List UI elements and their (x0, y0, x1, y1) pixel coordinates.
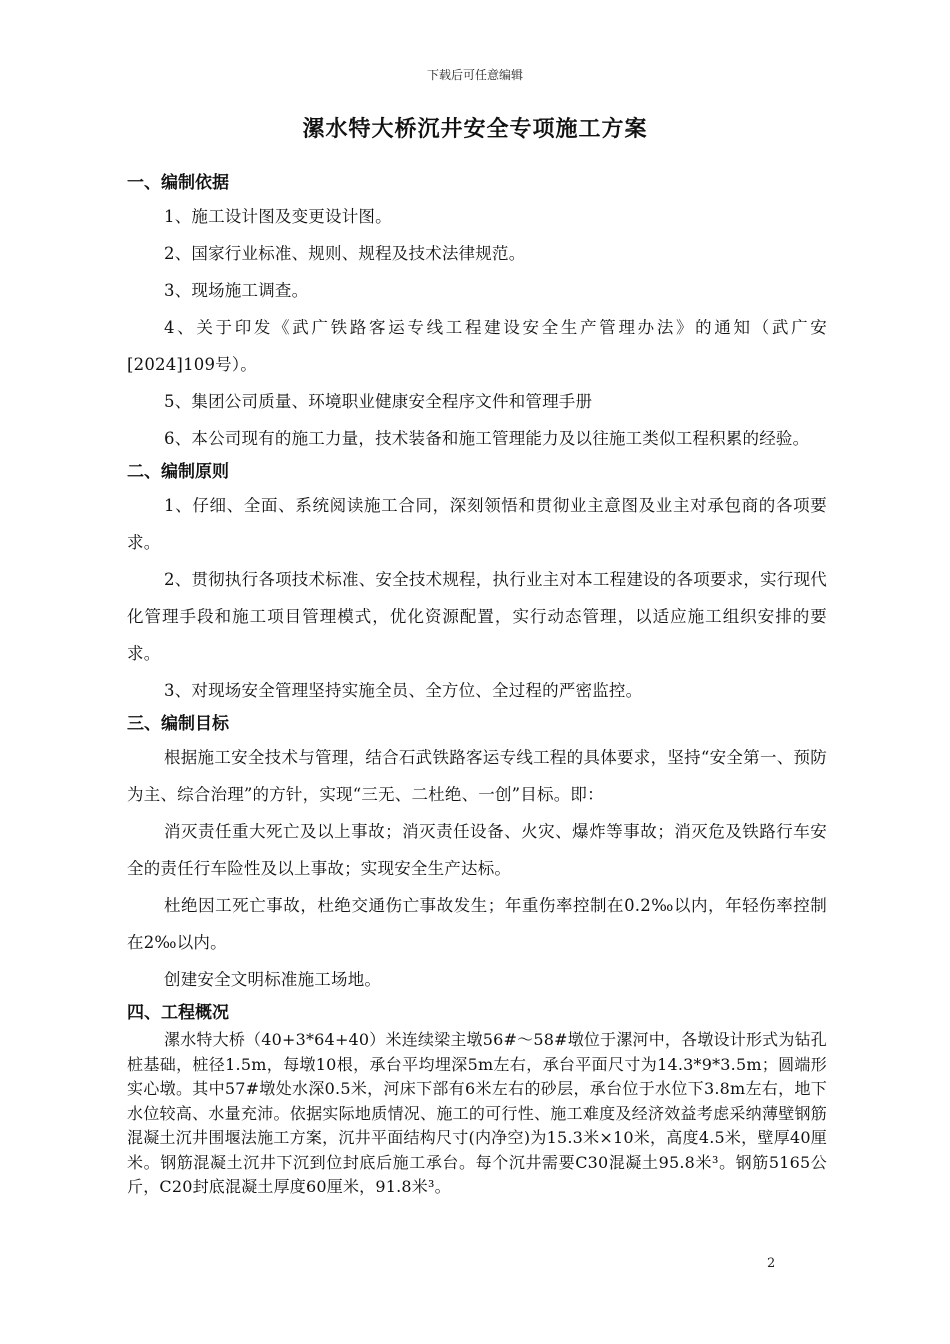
paragraph: 消灭责任重大死亡及以上事故；消灭责任设备、火灾、爆炸等事故；消灭危及铁路行车安全的责任行车险性及以上事故；实现安全生产达标。 (127, 822, 827, 878)
section-heading: 一、编制依据 (127, 173, 229, 193)
paragraph: 5、集团公司质量、环境职业健康安全程序文件和管理手册 (164, 392, 593, 411)
paragraph: 6、本公司现有的施工力量，技术装备和施工管理能力及以往施工类似工程积累的经验。 (164, 429, 810, 448)
section-basis (127, 168, 827, 457)
section-heading: 四、工程概况 (127, 1003, 229, 1023)
paragraph: 3、现场施工调查。 (164, 281, 309, 300)
header-note: 下载后可任意编辑 (426, 68, 523, 82)
section-heading: 三、编制目标 (127, 714, 229, 734)
page-number: 2 (767, 1256, 776, 1271)
paragraph: 2、国家行业标准、规则、规程及技术法律规范。 (164, 244, 526, 263)
section-goals (127, 709, 827, 998)
document-body (127, 168, 827, 1200)
paragraph: 创建安全文明标准施工场地。 (164, 970, 382, 989)
paragraph: 杜绝因工死亡事故，杜绝交通伤亡事故发生；年重伤率控制在0.2‰以内，年轻伤率控制在2‰以内。 (127, 896, 827, 952)
section-principles (127, 457, 827, 709)
paragraph: 3、对现场安全管理坚持实施全员、全方位、全过程的严密监控。 (164, 681, 643, 700)
paragraph: 漯水特大桥（40+3*64+40）米连续梁主墩56#～58#墩位于漯河中，各墩设计形式为钻孔桩基础，桩径1.5m，每墩10根，承台平均埋深5m左右，承台平面尺寸为14.3*9*3.5m；圆端形实心墩。其中57#墩处水深0.5米，河床下部有6米左右的砂层，承台位于水位下3.8m左右，地下水位较高、水量充沛。依据实际地质情况、施工的可行性、施工难度及经济效益考虑采纳薄壁钢筋混凝土沉井围堰法施工方案，沉井平面结构尺寸(内净空)为15.3米×10米，高度4.5米，壁厚40厘米。钢筋混凝土沉井下沉到位封底后施工承台。每个沉井需要C30混凝土95.8米³。钢筋5165公斤，C20封底混凝土厚度60厘米，91.8米³。 (127, 1030, 827, 1196)
document-title: 漯水特大桥沉井安全专项施工方案 (302, 116, 648, 142)
paragraph: 1、施工设计图及变更设计图。 (164, 207, 392, 226)
paragraph: 2、贯彻执行各项技术标准、安全技术规程，执行业主对本工程建设的各项要求，实行现代化管理手段和施工项目管理模式，优化资源配置，实行动态管理，以适应施工组织安排的要求。 (127, 570, 827, 663)
paragraph: 1、仔细、全面、系统阅读施工合同，深刻领悟和贯彻业主意图及业主对承包商的各项要求。 (127, 496, 827, 552)
paragraph: 根据施工安全技术与管理，结合石武铁路客运专线工程的具体要求，坚持“安全第一、预防为主、综合治理”的方针，实现“三无、二杜绝、一创”目标。即： (127, 748, 827, 804)
paragraph: 4、关于印发《武广铁路客运专线工程建设安全生产管理办法》的通知（武广安[2024]109号）。 (127, 318, 827, 374)
section-heading: 二、编制原则 (127, 462, 229, 482)
section-overview (127, 998, 827, 1200)
